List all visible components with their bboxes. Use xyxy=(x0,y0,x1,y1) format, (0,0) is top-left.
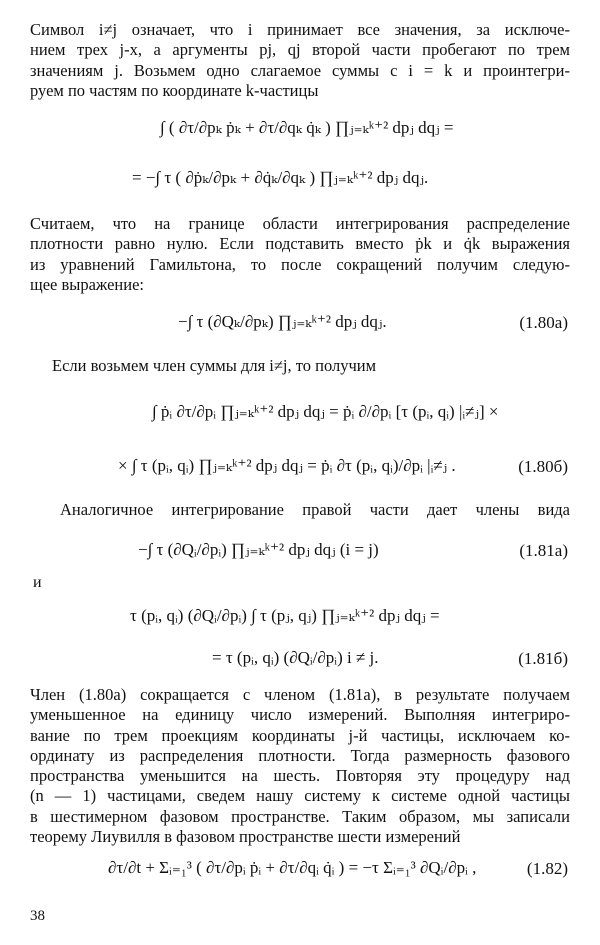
equation-number-1-80a: (1.80а) xyxy=(519,313,568,332)
text-line: Аналогичное интегрирование правой части дает члены вида xyxy=(60,500,570,519)
text-line: плотности равно нулю. Если подставить вместо ṗk и q̇k выражения xyxy=(30,234,570,254)
formula-1-81b-line-2: = τ (pᵢ, qᵢ) (∂Qᵢ/∂pᵢ) i ≠ j. xyxy=(212,648,379,667)
formula-1-81b-line-1: τ (pᵢ, qᵢ) (∂Qᵢ/∂pᵢ) ∫ τ (pⱼ, qⱼ) ∏ⱼ₌ₖᵏ⁺² dpⱼ dqⱼ = xyxy=(130,606,440,625)
text-line: из уравнений Гамильтона, то после сокращений получим следую- xyxy=(30,254,570,274)
text-line: в шестимерном фазовом пространстве. Таким образом, мы записали xyxy=(30,806,570,826)
text-line: Считаем, что на границе области интегрирования распределение xyxy=(30,214,570,233)
paragraph-5 xyxy=(30,685,570,847)
paragraph-3 xyxy=(52,356,570,376)
formula-integral-line-1: ∫ ( ∂τ/∂pₖ ṗₖ + ∂τ/∂qₖ q̇ₖ ) ∏ⱼ₌ₖᵏ⁺² dpⱼ dqⱼ = xyxy=(160,118,454,137)
page-number: 38 xyxy=(30,908,45,924)
equation-number-1-82: (1.82) xyxy=(526,859,568,878)
text-line: вание по трем проекциям координаты j-й частицы, исключаем ко- xyxy=(30,725,570,745)
equation-number-1-81b: (1.81б) xyxy=(518,649,568,668)
text-line: ординату из распределения плотности. Тогда размерность фазового xyxy=(30,745,570,765)
text-line: (n — 1) частицами, сведем нашу систему к системе одной частицы xyxy=(30,786,570,806)
formula-1-80b-line-1: ∫ ṗᵢ ∂τ/∂pᵢ ∏ⱼ₌ₖᵏ⁺² dpⱼ dqⱼ = ṗᵢ ∂/∂pᵢ [τ (pᵢ, qᵢ) |ᵢ≠ⱼ] × xyxy=(152,402,499,421)
paragraph-4 xyxy=(60,500,570,520)
text-line: руем по частям по координате k-частицы xyxy=(30,80,319,100)
paragraph-2 xyxy=(30,214,570,295)
formula-1-81a: −∫ τ (∂Qᵢ/∂pᵢ) ∏ⱼ₌ₖᵏ⁺² dpⱼ dqⱼ (i = j) xyxy=(138,540,379,559)
text-line: щее выражение: xyxy=(30,274,145,294)
formula-1-80b-line-2: × ∫ τ (pᵢ, qᵢ) ∏ⱼ₌ₖᵏ⁺² dpⱼ dqⱼ = ṗᵢ ∂τ (pᵢ, qᵢ)/∂pᵢ |ᵢ≠ⱼ . xyxy=(118,456,456,475)
text-line: пространства уменьшится на шесть. Повторяя эту процедуру над xyxy=(30,766,570,786)
formula-1-82: ∂τ/∂t + Σᵢ₌₁³ ( ∂τ/∂pᵢ ṗᵢ + ∂τ/∂qᵢ q̇ᵢ ) = −τ Σᵢ₌₁³ ∂Qᵢ/∂pᵢ , xyxy=(108,858,477,877)
text-line: значениям j. Возьмем одно слагаемое суммы с i = k и проинтегри- xyxy=(30,60,570,80)
text-line: Символ i≠j означает, что i принимает все значения, за исключе- xyxy=(30,20,570,39)
text-line: уменьшенное на единицу число измерений. Выполняя интегриро- xyxy=(30,705,570,725)
formula-1-80a: −∫ τ (∂Qₖ/∂pₖ) ∏ⱼ₌ₖᵏ⁺² dpⱼ dqⱼ. xyxy=(178,312,387,331)
equation-number-1-80b: (1.80б) xyxy=(518,457,568,476)
text-line: теорему Лиувилля в фазовом пространстве шести измерений xyxy=(30,827,461,847)
formula-integral-line-2: = −∫ τ ( ∂ṗₖ/∂pₖ + ∂q̇ₖ/∂qₖ ) ∏ⱼ₌ₖᵏ⁺² dpⱼ dqⱼ. xyxy=(132,168,429,187)
conjunction-text: и xyxy=(33,574,42,591)
equation-number-1-81a: (1.81а) xyxy=(519,541,568,560)
paragraph-1 xyxy=(30,20,570,101)
text-line: Член (1.80а) сокращается с членом (1.81а), в результате получаем xyxy=(30,685,570,704)
text-line: нием трех j-х, а аргументы pj, qj второй части пробегают по трем xyxy=(30,40,570,60)
text-line: Если возьмем член суммы для i≠j, то получим xyxy=(52,356,377,375)
